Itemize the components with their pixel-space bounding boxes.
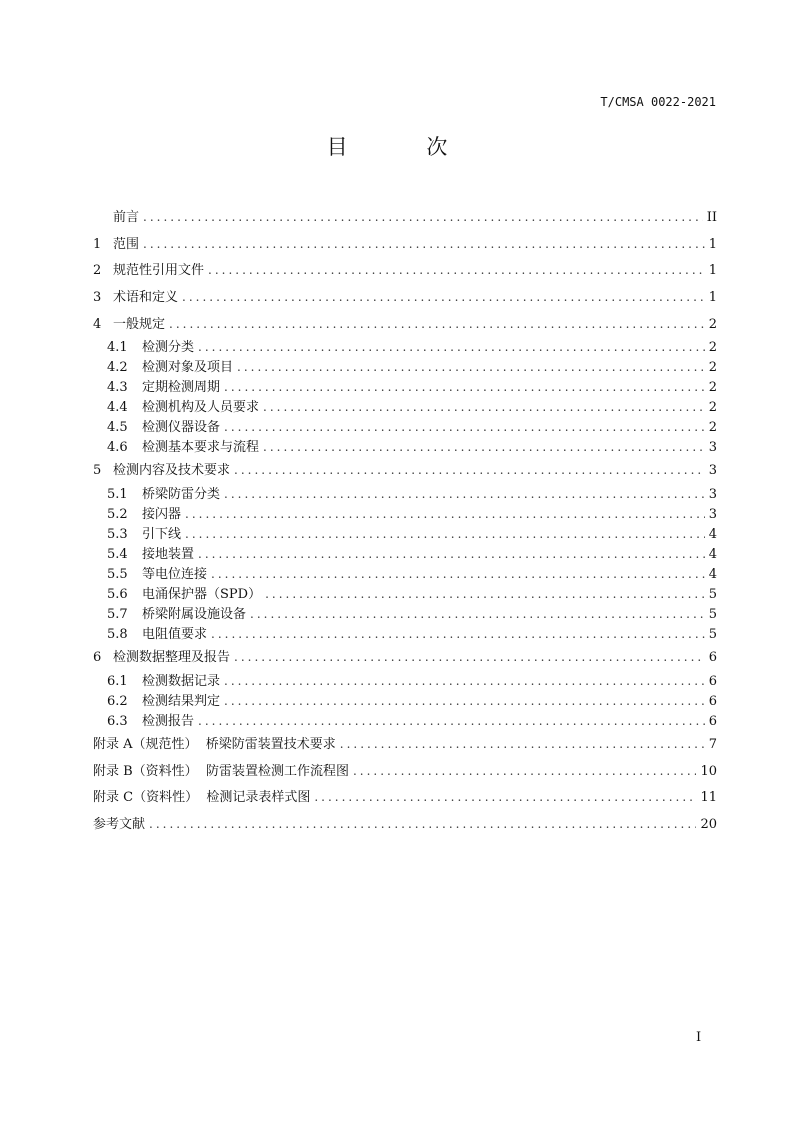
toc-entry[interactable] — [93, 357, 717, 377]
toc-entry-number: 5.2 — [107, 507, 128, 523]
toc-entry-number: 6.1 — [107, 673, 128, 689]
page-number: I — [696, 1030, 702, 1045]
toc-entry-number: 5.8 — [107, 627, 128, 643]
toc-entry-number: 5.7 — [107, 607, 128, 623]
toc-entry-page: 2 — [708, 340, 717, 356]
toc-entry-number: 2 — [93, 263, 102, 279]
toc-entry-number: 5.5 — [107, 567, 128, 583]
toc-entry-label: 引下线 — [142, 527, 182, 543]
toc-entry[interactable] — [93, 337, 717, 357]
toc-entry-label: 附录 B（资料性） 防雷装置检测工作流程图 — [93, 763, 349, 779]
toc-dot-leader — [211, 564, 705, 584]
toc-entry-page: 4 — [708, 527, 717, 543]
toc-entry-label: 检测结果判定 — [142, 693, 221, 709]
toc-entry-page: 3 — [708, 440, 717, 456]
toc-entry-label: 范围 — [113, 236, 140, 252]
toc-entry-label: 桥梁附属设施设备 — [142, 607, 247, 623]
toc-entry-label: 规范性引用文件 — [113, 263, 205, 279]
toc-entry-label: 等电位连接 — [142, 567, 208, 583]
toc-entry-page: 6 — [708, 693, 717, 709]
toc-dot-leader — [224, 691, 705, 711]
toc-entry-label: 接地装置 — [142, 547, 195, 563]
toc-entry-label: 电阻值要求 — [142, 627, 208, 643]
toc-entry-number: 5.6 — [107, 587, 128, 603]
toc-entry[interactable] — [93, 231, 717, 258]
toc-dot-leader — [237, 357, 705, 377]
toc-dot-leader — [340, 731, 705, 758]
toc-entry-number: 4.1 — [107, 340, 128, 356]
toc-entry-number: 5.4 — [107, 547, 128, 563]
toc-entry-label: 检测报告 — [142, 713, 195, 729]
toc-entry-page: 5 — [708, 607, 717, 623]
table-of-contents — [93, 204, 717, 838]
toc-entry-label: 定期检测周期 — [142, 380, 221, 396]
toc-entry-label: 附录 A（规范性） 桥梁防雷装置技术要求 — [93, 736, 336, 752]
toc-entry-page: 4 — [708, 547, 717, 563]
toc-entry[interactable] — [93, 311, 717, 338]
document-code: T/CMSA 0022-2021 — [600, 95, 716, 109]
toc-entry-label: 检测对象及项目 — [142, 360, 234, 376]
toc-entry[interactable] — [93, 758, 717, 785]
toc-entry-page: 6 — [708, 650, 717, 666]
toc-entry[interactable] — [93, 257, 717, 284]
toc-entry[interactable] — [93, 504, 717, 524]
toc-entry-page: 6 — [708, 673, 717, 689]
toc-entry-label: 一般规定 — [113, 316, 166, 332]
toc-dot-leader — [182, 284, 705, 311]
toc-dot-leader — [234, 457, 705, 484]
toc-entry[interactable] — [93, 624, 717, 644]
toc-dot-leader — [198, 544, 705, 564]
toc-entry-page: 3 — [708, 507, 717, 523]
toc-entry-number: 6 — [93, 650, 102, 666]
toc-entry-page: 1 — [708, 263, 717, 279]
toc-entry-page: 6 — [708, 713, 717, 729]
toc-entry-page: 2 — [708, 420, 717, 436]
toc-entry-label: 桥梁防雷分类 — [142, 487, 221, 503]
toc-dot-leader — [198, 711, 705, 731]
toc-dot-leader — [185, 524, 705, 544]
toc-entry-label: 电涌保护器（SPD） — [142, 587, 262, 603]
toc-entry[interactable] — [93, 524, 717, 544]
toc-dot-leader — [250, 604, 705, 624]
toc-entry-label: 检测数据记录 — [142, 673, 221, 689]
toc-entry-page: 5 — [708, 627, 717, 643]
toc-dot-leader — [224, 377, 705, 397]
toc-entry-label: 附录 C（资料性） 检测记录表样式图 — [93, 790, 311, 806]
toc-dot-leader — [263, 397, 705, 417]
toc-entry-label: 检测仪器设备 — [142, 420, 221, 436]
toc-entry[interactable] — [93, 671, 717, 691]
toc-dot-leader — [224, 671, 705, 691]
toc-entry-label: 检测基本要求与流程 — [142, 440, 260, 456]
toc-entry-page: II — [706, 210, 717, 225]
toc-entry[interactable] — [93, 711, 717, 731]
toc-entry-page: 10 — [700, 763, 717, 779]
toc-dot-leader — [198, 337, 705, 357]
toc-entry-page: 4 — [708, 567, 717, 583]
toc-entry-number: 4.5 — [107, 420, 128, 436]
toc-entry-label: 前言 — [113, 210, 140, 225]
toc-entry[interactable] — [93, 417, 717, 437]
toc-dot-leader — [314, 784, 696, 811]
toc-entry-label: 检测机构及人员要求 — [142, 400, 260, 416]
toc-dot-leader — [208, 257, 705, 284]
toc-entry[interactable] — [93, 377, 717, 397]
toc-entry[interactable] — [93, 644, 717, 671]
toc-title: 目 次 — [326, 135, 484, 159]
toc-entry-number: 4.6 — [107, 440, 128, 456]
toc-dot-leader — [143, 231, 705, 258]
toc-entry-label: 参考文献 — [93, 816, 146, 832]
toc-entry[interactable] — [93, 204, 717, 231]
toc-entry[interactable] — [93, 784, 717, 811]
toc-entry-number: 4.3 — [107, 380, 128, 396]
toc-entry[interactable] — [93, 397, 717, 417]
toc-entry-label: 检测内容及技术要求 — [113, 463, 231, 479]
toc-entry-number: 3 — [93, 290, 102, 306]
toc-entry-page: 2 — [708, 360, 717, 376]
toc-entry[interactable] — [93, 284, 717, 311]
toc-entry[interactable] — [93, 584, 717, 604]
toc-entry-page: 2 — [708, 316, 717, 332]
toc-entry-number: 6.2 — [107, 693, 128, 709]
toc-dot-leader — [263, 437, 705, 457]
toc-entry[interactable] — [93, 457, 717, 484]
toc-entry-number: 5.1 — [107, 487, 128, 503]
toc-entry-number: 6.3 — [107, 713, 128, 729]
toc-entry-page: 2 — [708, 400, 717, 416]
toc-entry-label: 接闪器 — [142, 507, 182, 523]
toc-entry-page: 3 — [708, 487, 717, 503]
toc-entry-label: 检测数据整理及报告 — [113, 650, 231, 666]
toc-entry[interactable] — [93, 437, 717, 457]
toc-dot-leader — [224, 417, 705, 437]
toc-entry[interactable] — [93, 544, 717, 564]
toc-entry-page: 5 — [708, 587, 717, 603]
toc-entry-page: 20 — [700, 816, 717, 832]
toc-entry[interactable] — [93, 811, 717, 838]
toc-entry-number: 5.3 — [107, 527, 128, 543]
toc-entry-number: 4.2 — [107, 360, 128, 376]
toc-dot-leader — [224, 484, 705, 504]
toc-entry-page: 1 — [708, 290, 717, 306]
toc-dot-leader — [265, 584, 705, 604]
toc-entry-page: 11 — [700, 790, 717, 806]
toc-entry-label: 术语和定义 — [113, 290, 179, 306]
toc-entry[interactable] — [93, 564, 717, 584]
toc-dot-leader — [353, 758, 697, 785]
toc-dot-leader — [143, 204, 703, 231]
toc-dot-leader — [234, 644, 705, 671]
toc-entry[interactable] — [93, 484, 717, 504]
toc-dot-leader — [185, 504, 705, 524]
toc-entry[interactable] — [93, 731, 717, 758]
toc-entry-number: 5 — [93, 463, 102, 479]
toc-entry[interactable] — [93, 604, 717, 624]
toc-entry-page: 7 — [708, 736, 717, 752]
toc-dot-leader — [149, 811, 696, 838]
toc-entry-label: 检测分类 — [142, 340, 195, 356]
toc-dot-leader — [169, 311, 705, 338]
toc-entry-page: 2 — [708, 380, 717, 396]
toc-entry-number: 4 — [93, 316, 102, 332]
toc-entry-page: 1 — [708, 236, 717, 252]
toc-dot-leader — [211, 624, 705, 644]
toc-entry-number: 4.4 — [107, 400, 128, 416]
toc-entry-number: 1 — [93, 236, 102, 252]
toc-entry-page: 3 — [708, 463, 717, 479]
toc-entry[interactable] — [93, 691, 717, 711]
